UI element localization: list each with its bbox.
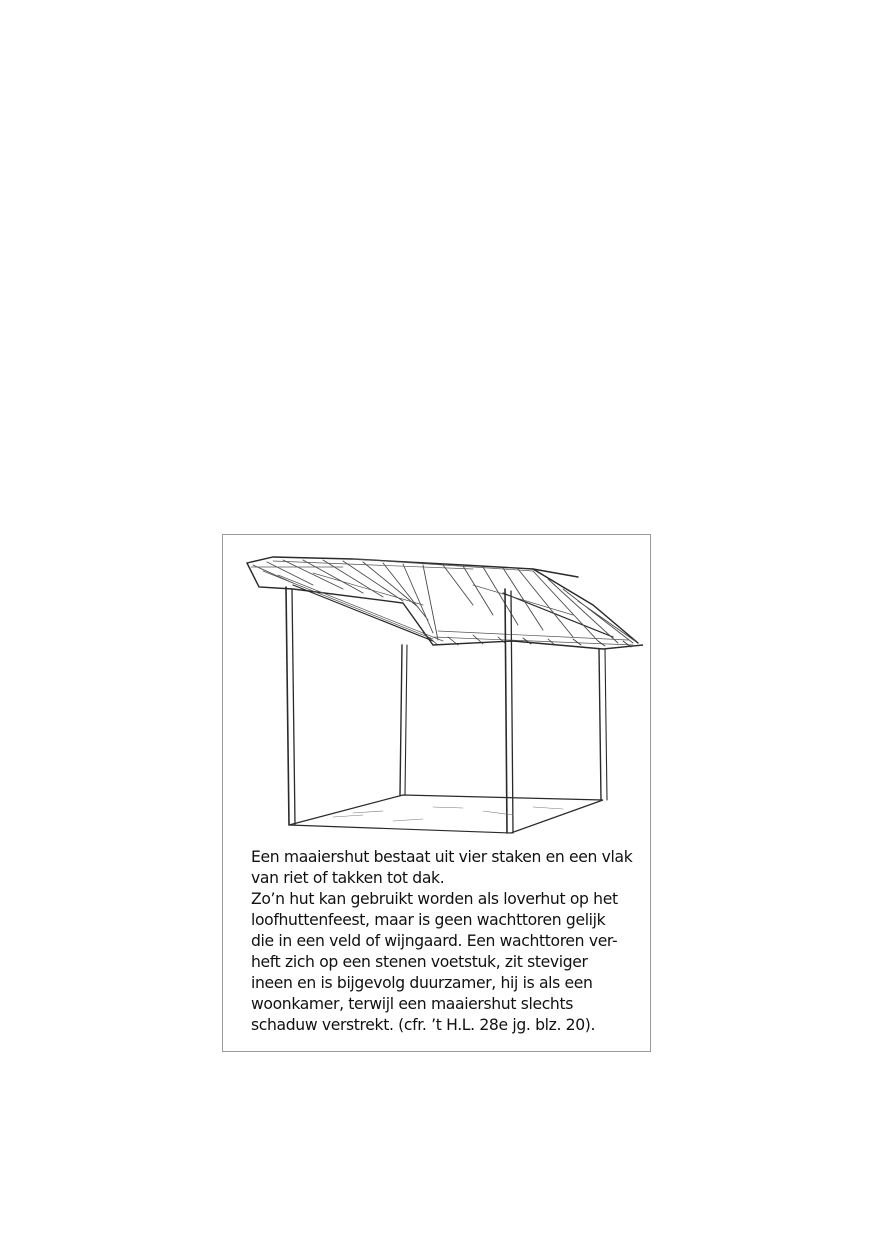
caption-line: Zo’n hut kan gebruikt worden als loverhut op het <box>251 890 618 908</box>
caption-line: die in een veld of wijngaard. Een wachttoren ver- <box>251 932 618 950</box>
caption-line: van riet of takken tot dak. <box>251 869 445 887</box>
caption-line: Een maaiershut bestaat uit vier staken en een vlak <box>251 848 633 866</box>
caption-line: ineen en is bijgevolg duurzamer, hij is als een <box>251 974 593 992</box>
figure-frame <box>222 534 651 1052</box>
caption-line: woonkamer, terwijl een maaiershut slechts <box>251 995 573 1013</box>
caption-line: heft zich op een stenen voetstuk, zit steviger <box>251 953 588 971</box>
figure-caption <box>251 847 631 1036</box>
reaper-hut-sketch-icon <box>233 545 643 845</box>
caption-line: loofhuttenfeest, maar is geen wachttoren gelijk <box>251 911 606 929</box>
caption-line: schaduw verstrekt. (cfr. ’t H.L. 28e jg. blz. 20). <box>251 1016 596 1034</box>
